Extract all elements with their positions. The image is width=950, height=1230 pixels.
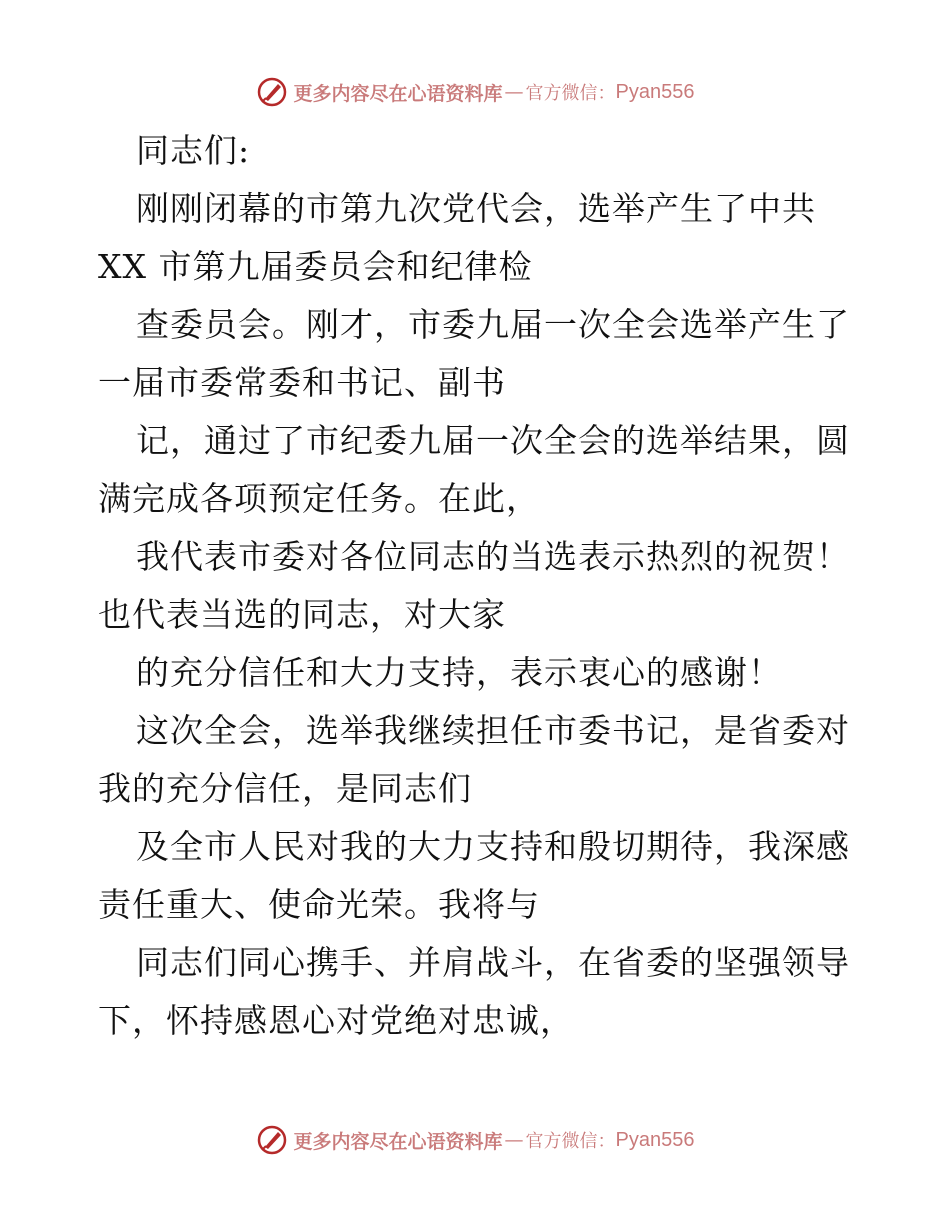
banner-dash: —: [504, 1129, 524, 1151]
banner-wechat-label: 官方微信：: [525, 83, 616, 104]
text-line: 刚刚闭幕的市第九次党代会，选举产生了中共: [136, 189, 816, 228]
banner-title: 更多内容尽在心语资料库: [293, 82, 503, 105]
text-line: 同志们:: [136, 131, 251, 170]
text-line: 查委员会。刚才，市委九届一次全会选举产生了: [136, 305, 850, 344]
text-line: 我的充分信任，是同志们: [98, 769, 472, 808]
text-line: 同志们同心携手、并肩战斗，在省委的坚强领导: [136, 943, 850, 982]
text-line: 下，怀持感恩心对党绝对忠诚，: [98, 1001, 574, 1040]
text-line: 的充分信任和大力支持，表示衷心的感谢！: [136, 653, 782, 692]
banner-wechat-label: 官方微信：: [525, 1131, 616, 1152]
quill-pen-logo-icon: [256, 76, 288, 108]
text-line: 责任重大、使命光荣。我将与: [98, 885, 540, 924]
quill-pen-logo-icon: [256, 1124, 288, 1156]
text-line: XX 市第九届委员会和纪律检: [98, 247, 533, 286]
text-line: 我代表市委对各位同志的当选表示热烈的祝贺！: [136, 537, 850, 576]
banner-title: 更多内容尽在心语资料库: [293, 1130, 503, 1153]
text-line: 满完成各项预定任务。在此，: [98, 479, 540, 518]
text-line: 也代表当选的同志，对大家: [98, 595, 506, 634]
text-line: 及全市人民对我的大力支持和殷切期待，我深感: [136, 827, 850, 866]
banner-wechat-id: Pyan556: [615, 1128, 695, 1151]
footer-banner: [0, 1120, 950, 1160]
banner-wechat-id: Pyan556: [615, 80, 695, 103]
text-line: 记，通过了市纪委九届一次全会的选举结果，圆: [136, 421, 850, 460]
text-line: 这次全会，选举我继续担任市委书记，是省委对: [136, 711, 850, 750]
text-line: 一届市委常委和书记、副书: [98, 363, 506, 402]
header-banner: [0, 72, 950, 112]
document-body: [98, 122, 868, 1050]
banner-dash: —: [504, 81, 524, 103]
